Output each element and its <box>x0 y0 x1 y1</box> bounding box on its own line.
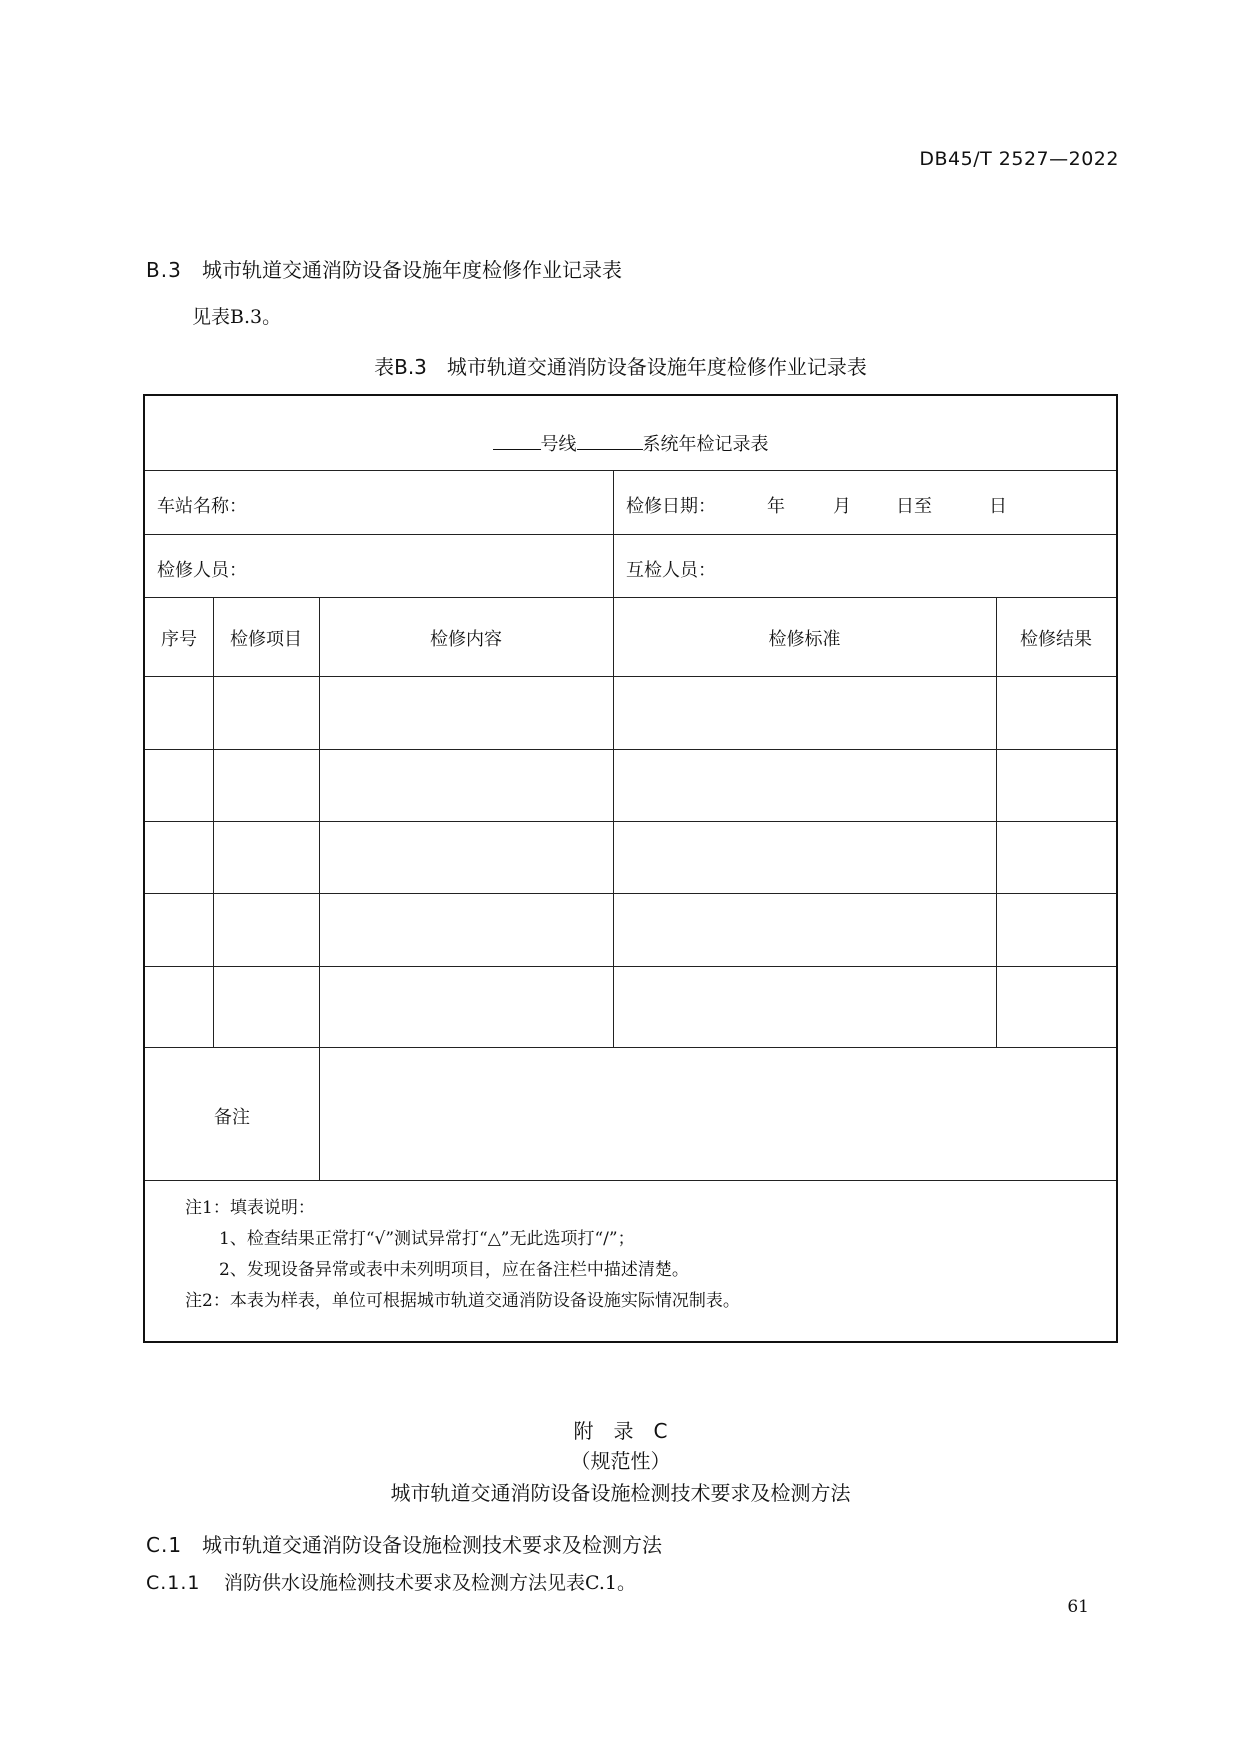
note-1-item-2: 2、发现设备异常或表中未列明项目，应在备注栏中描述清楚。 <box>219 1260 689 1280</box>
appendix-heading: 附 录 C <box>573 1419 668 1443</box>
col-header-standard: 检修标准 <box>768 629 841 650</box>
inspector-label: 检修人员： <box>157 560 247 581</box>
station-label: 车站名称： <box>157 496 247 517</box>
date-label: 检修日期： <box>626 496 716 517</box>
record-table <box>143 394 1118 1343</box>
col-header-index: 序号 <box>161 629 197 650</box>
section-c1-number: C.1 <box>146 1533 183 1557</box>
table-title <box>145 430 1116 456</box>
section-c11-number: C.1.1 <box>146 1572 201 1594</box>
note-1-item-1: 1、检查结果正常打“√”测试异常打“△”无此选项打“/”； <box>219 1229 635 1249</box>
date-month: 月 <box>833 496 851 517</box>
doc-code: DB45/T 2527—2022 <box>919 148 1119 170</box>
col-header-item: 检修项目 <box>230 629 302 650</box>
col-header-content: 检修内容 <box>430 629 502 650</box>
note-2: 注2：本表为样表，单位可根据城市轨道交通消防设备设施实际情况制表。 <box>185 1291 740 1311</box>
page-number: 61 <box>1067 1597 1089 1617</box>
table-title-system: 系统年检记录表 <box>642 434 769 455</box>
remarks-label: 备注 <box>214 1107 250 1128</box>
date-year: 年 <box>767 496 785 517</box>
section-c11-text: 消防供水设施检测技术要求及检测方法见表C.1。 <box>224 1572 636 1594</box>
col-header-result: 检修结果 <box>1020 629 1092 650</box>
section-b3-body: 见表B.3。 <box>192 306 282 328</box>
date-day-to: 日至 <box>896 496 932 517</box>
section-c11 <box>146 1568 636 1595</box>
note-1-title: 注1：填表说明： <box>185 1198 315 1218</box>
appendix-nature: （规范性） <box>570 1449 671 1473</box>
section-c1-heading <box>146 1529 662 1558</box>
system-blank[interactable] <box>577 431 643 450</box>
table-title-line: 号线 <box>540 434 577 455</box>
cross-check-label: 互检人员： <box>626 560 716 581</box>
line-blank[interactable] <box>493 431 541 450</box>
section-c1-title: 城市轨道交通消防设备设施检测技术要求及检测方法 <box>202 1533 662 1557</box>
section-b3-title: 城市轨道交通消防设备设施年度检修作业记录表 <box>202 258 622 282</box>
date-day: 日 <box>989 496 1007 517</box>
section-b3-heading <box>146 254 622 283</box>
table-caption: 表B.3 城市轨道交通消防设备设施年度检修作业记录表 <box>374 355 867 379</box>
section-b3-number: B.3 <box>146 258 182 282</box>
appendix-title: 城市轨道交通消防设备设施检测技术要求及检测方法 <box>390 1481 851 1505</box>
